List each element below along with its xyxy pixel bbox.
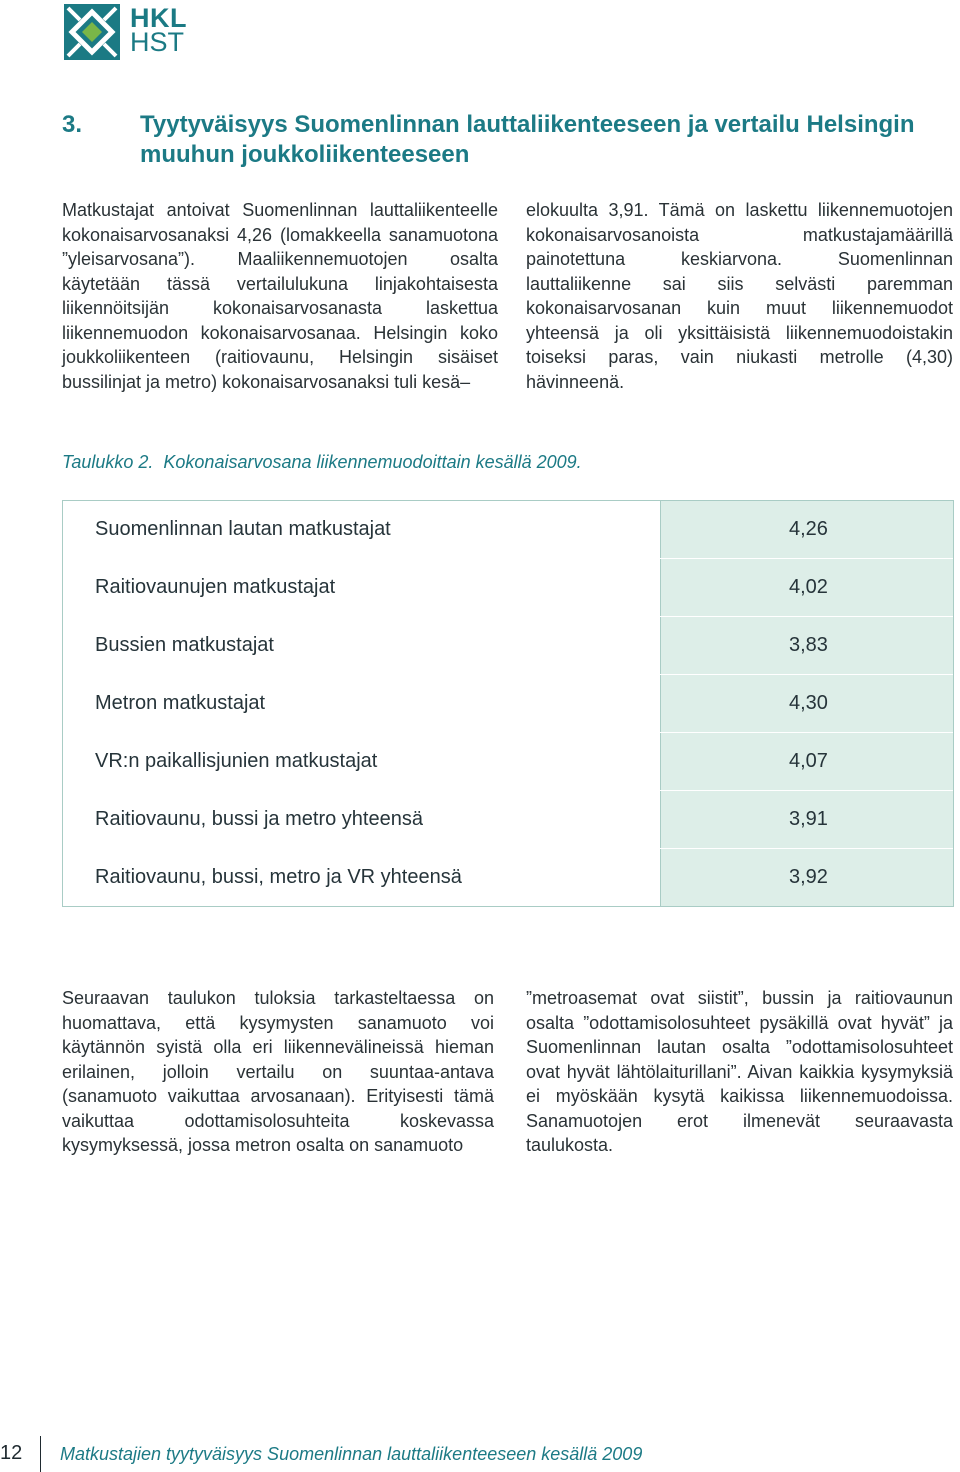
row-label: Raitiovaunu, bussi, metro ja VR yhteensä xyxy=(63,849,661,906)
row-value: 4,26 xyxy=(789,518,828,540)
body-text-left-2: Seuraavan taulukon tuloksia tarkasteltaessa on huomattava, että kysymysten sanamuoto voi käytännön syistä olla eri liikennevälineissä hieman erilainen, jolloin vertailu on suuntaa-antava (sanamuoto vaikuttaa arvosanaan). Erityisesti tämä vaikuttaa odottamisolosuhteita koskevassa kysymyksessä, jossa metron osalta on sanamuoto xyxy=(62,988,494,1155)
row-label: Raitiovaunujen matkustajat xyxy=(63,559,661,616)
logo-wordmark xyxy=(130,3,187,57)
page-footer xyxy=(0,1436,960,1468)
logo-line-1: HKL xyxy=(130,3,187,33)
row-label: Bussien matkustajat xyxy=(63,617,661,674)
section-number: 3. xyxy=(62,111,83,138)
row-label: Metron matkustajat xyxy=(63,675,661,732)
table-row xyxy=(63,733,953,791)
table-row xyxy=(63,501,953,559)
body-text-right-1: elokuulta 3,91. Tämä on laskettu liikennemuotojen kokonaisarvosanoista matkustajamäärillä painotettuna keskiarvona. Suomenlinnan lauttaliikenne sai siis selvästi paremman kokonaisarvosanan kuin muut liikennemuodot yhteensä ja oli yksittäisistä liikennemuodoistakin toiseksi paras, vain niukasti metrolle (4,30) hävinneenä. xyxy=(526,200,953,392)
hkl-logo-icon xyxy=(64,4,120,60)
row-value: 3,92 xyxy=(789,866,828,888)
table-row xyxy=(63,791,953,849)
table-caption-text: Kokonaisarvosana liikennemuodoittain kesällä 2009. xyxy=(163,452,582,472)
table-row xyxy=(63,675,953,733)
table-row xyxy=(63,617,953,675)
row-label: Raitiovaunu, bussi ja metro yhteensä xyxy=(63,791,661,848)
row-value: 3,83 xyxy=(789,634,828,656)
table-row xyxy=(63,559,953,617)
section-title: Tyytyväisyys Suomenlinnan lauttaliikenteeseen ja vertailu Helsingin muuhun joukkoliikenteeseen xyxy=(140,111,915,168)
table-row xyxy=(63,849,953,906)
row-label: VR:n paikallisjunien matkustajat xyxy=(63,733,661,790)
score-table xyxy=(62,500,954,907)
row-value: 3,91 xyxy=(789,808,828,830)
row-value: 4,02 xyxy=(789,576,828,598)
body-text-right-2: ”metroasemat ovat siistit”, bussin ja raitiovaunun osalta ”odottamisolosuhteet pysäkillä ovat hyvät” ja Suomenlinnan lautan osalta ”odottamisolosuhteet ovat hyvät lähtölaiturillani”. Aivan kaikkia kysymyksiä ei myöskään kysytä kaikissa liikennemuodoissa. Sanamuotojen erot ilmenevät seuraavasta taulukosta. xyxy=(526,988,953,1155)
logo-line-2: HST xyxy=(130,27,184,57)
row-label: Suomenlinnan lautan matkustajat xyxy=(63,501,661,558)
row-value: 4,30 xyxy=(789,692,828,714)
table-caption xyxy=(62,452,592,473)
footer-title: Matkustajien tyytyväisyys Suomenlinnan lauttaliikenteeseen kesällä 2009 xyxy=(60,1444,643,1464)
hkl-hst-logo xyxy=(64,4,192,62)
footer-divider xyxy=(40,1436,41,1472)
table-caption-label: Taulukko 2. xyxy=(62,452,154,472)
page-number: 12 xyxy=(0,1442,23,1464)
body-text-left-1: Matkustajat antoivat Suomenlinnan lauttaliikenteelle kokonaisarvosanaksi 4,26 (lomakkeella sanamuotona ”yleisarvosana”). Maaliikennemuotojen osalta käytetään tässä vertailulukuna linjakohtaisesta liikennöitsijän kokonaisarvosanasta laskettua liikennemuodon kokonaisarvosanaa. Helsingin koko joukkoliikenteen (raitiovaunu, Helsingin sisäiset bussilinjat ja metro) kokonaisarvosanaksi tuli kesä– xyxy=(62,200,498,392)
row-value: 4,07 xyxy=(789,750,828,772)
